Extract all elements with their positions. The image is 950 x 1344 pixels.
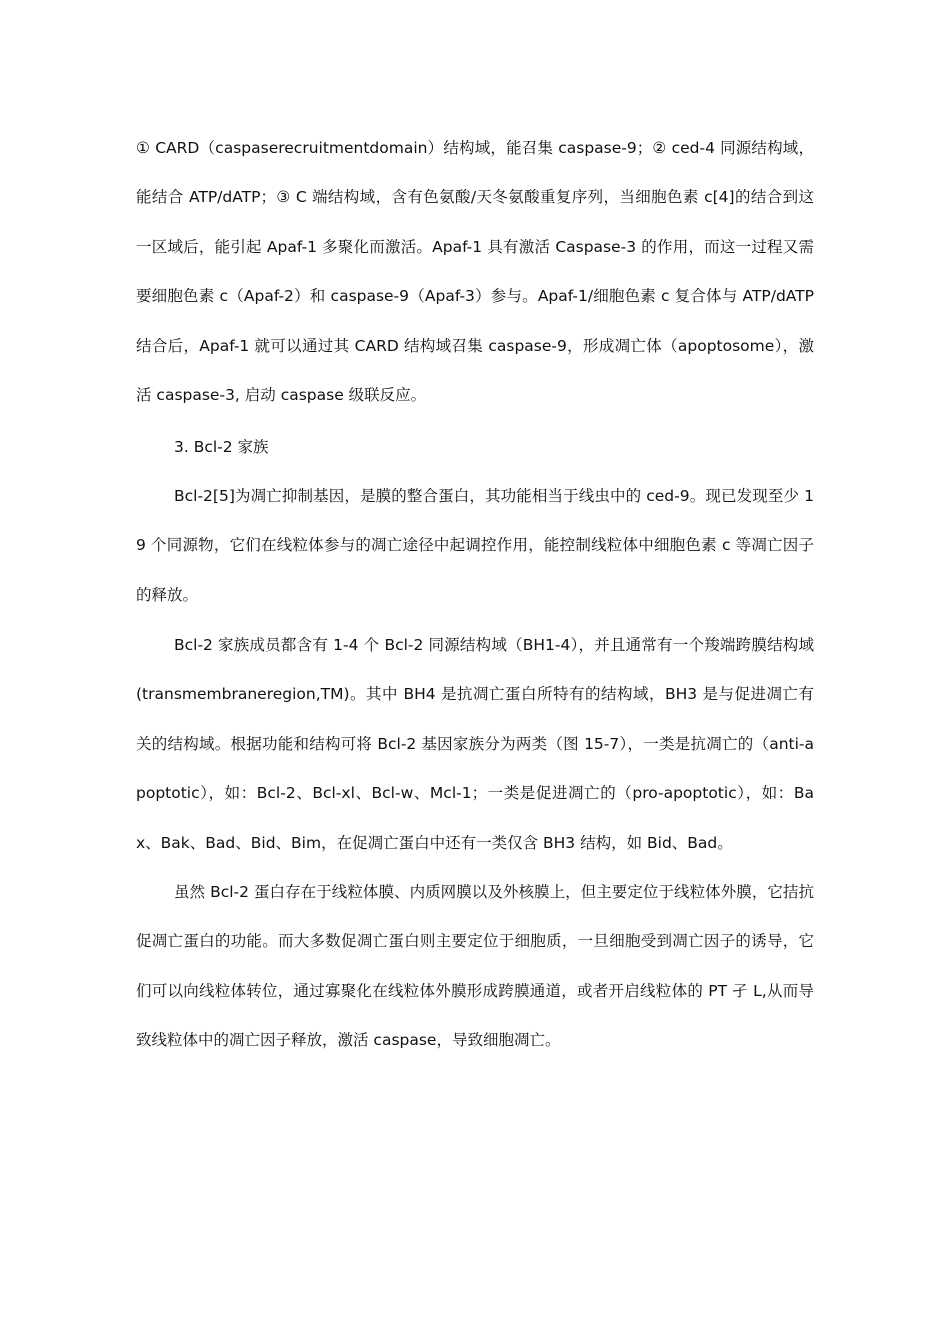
paragraph-apaf1-domains: ① CARD（caspaserecruitmentdomain）结构域，能召集 caspase-9；② ced-4 同源结构域，能结合 ATP/dATP；③ C 端结构域，含有色氨酸/天冬氨酸重复序列，当细胞色素 c[4]的结合到这一区域后，能引起 Apaf-1 多聚化而激活。Apaf-1 具有激活 Caspase-3 的作用，而这一过程又需要细胞色素 c（Apaf-2）和 caspase-9（Apaf-3）参与。Apaf-1/细胞色素 c 复合体与 ATP/dATP 结合后，Apaf-1 就可以通过其 CARD 结构域召集 caspase-9，形成凋亡体（apoptosome），激活 caspase-3, 启动 caspase 级联反应。 (136, 139, 814, 405)
paragraph-bcl2-localization: 虽然 Bcl-2 蛋白存在于线粒体膜、内质网膜以及外核膜上，但主要定位于线粒体外膜，它拮抗促凋亡蛋白的功能。而大多数促凋亡蛋白则主要定位于细胞质，一旦细胞受到凋亡因子的诱导，它们可以向线粒体转位，通过寡聚化在线粒体外膜形成跨膜通道，或者开启线粒体的 PT 孑 L,从而导致线粒体中的凋亡因子释放，激活 caspase，导致细胞凋亡。 (136, 883, 814, 1050)
paragraph-bcl2-domains: Bcl-2 家族成员都含有 1-4 个 Bcl-2 同源结构域（BH1-4），并且通常有一个羧端跨膜结构域(transmembraneregion,TM)。其中 BH4 是抗凋亡蛋白所特有的结构域，BH3 是与促进凋亡有关的结构域。根据功能和结构可将 Bcl-2 基因家族分为两类（图 15-7），一类是抗凋亡的（anti-apoptotic），如：Bcl-2、Bcl-xl、Bcl-w、Mcl-1；一类是促进凋亡的（pro-apoptotic），如：Bax、Bak、Bad、Bid、Bim，在促凋亡蛋白中还有一类仅含 BH3 结构，如 Bid、Bad。 (136, 636, 814, 852)
section-heading-bcl2-family: 3. Bcl-2 家族 (174, 438, 269, 456)
paragraph-bcl2-intro: Bcl-2[5]为凋亡抑制基因，是膜的整合蛋白，其功能相当于线虫中的 ced-9。现已发现至少 19 个同源物，它们在线粒体参与的凋亡途径中起调控作用，能控制线粒体中细胞色素 c 等凋亡因子的释放。 (136, 487, 814, 604)
